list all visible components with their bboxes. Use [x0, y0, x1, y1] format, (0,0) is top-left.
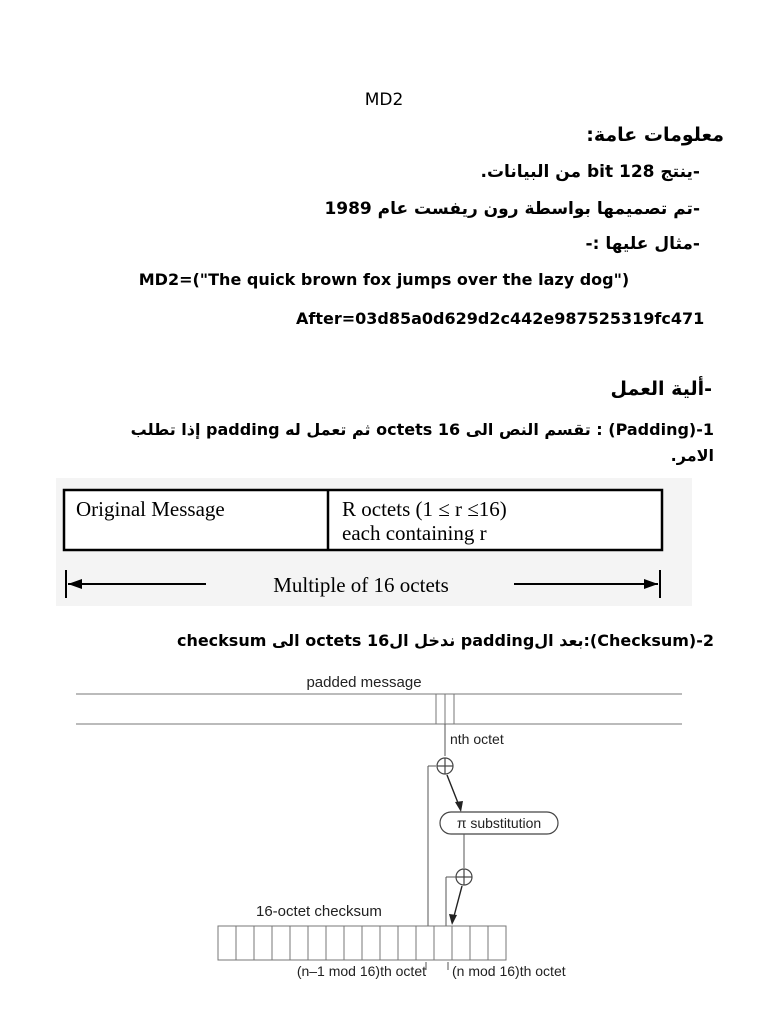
padding-paragraph: 1-(Padding) : تقسم النص الى 16 octets ثم تعمل له padding إذا تطلب الامر. — [130, 420, 714, 465]
example-output: After=03d85a0d629d2c442e987525319fc471 — [296, 309, 705, 328]
general-info-heading: معلومات عامة: — [586, 124, 724, 146]
mechanism-heading: -ألية العمل — [610, 378, 712, 400]
checksum-cell — [416, 926, 434, 960]
checksum-cell — [254, 926, 272, 960]
designer-line: -تم تصميمها بواسطة رون ريفست عام 1989 — [324, 199, 700, 219]
span-label: Multiple of 16 octets — [273, 573, 449, 597]
nth-octet-label: nth octet — [450, 731, 504, 747]
example-input: MD2=("The quick brown fox jumps over the lazy dog") — [138, 270, 630, 289]
checksum-cell — [452, 926, 470, 960]
checksum-diagram — [40, 664, 726, 1004]
checksum-cell — [362, 926, 380, 960]
checksum-cell — [488, 926, 506, 960]
checksum-paragraph: 2-(Checksum):بعد الpadding ندخل الoctets 16 الى checksum — [176, 631, 714, 650]
padding-diagram — [56, 478, 692, 606]
r-octets-cell-line2: each containing r — [342, 521, 487, 545]
checksum-cell — [398, 926, 416, 960]
substitution-label: π substitution — [456, 815, 542, 831]
checksum-cell — [236, 926, 254, 960]
output-size-line: -ينتج 128 bit من البيانات. — [480, 162, 700, 182]
checksum-register — [218, 926, 506, 960]
padded-message-label: padded message — [306, 674, 422, 691]
checksum-label: 16-octet checksum — [256, 903, 382, 920]
checksum-cell — [380, 926, 398, 960]
checksum-cell — [434, 926, 452, 960]
original-message-cell: Original Message — [76, 497, 225, 521]
checksum-cell — [272, 926, 290, 960]
curr-octet-label: (n mod 16)th octet — [452, 963, 566, 979]
checksum-cell — [326, 926, 344, 960]
checksum-cell — [344, 926, 362, 960]
checksum-cell — [218, 926, 236, 960]
checksum-cell — [470, 926, 488, 960]
document-title: MD2 — [364, 90, 404, 110]
checksum-cell — [308, 926, 326, 960]
r-octets-cell-line1: R octets (1 ≤ r ≤16) — [342, 497, 507, 521]
checksum-cell — [290, 926, 308, 960]
example-heading-line: -مثال عليها :- — [585, 234, 700, 254]
prev-octet-label: (n–1 mod 16)th octet — [296, 963, 426, 979]
